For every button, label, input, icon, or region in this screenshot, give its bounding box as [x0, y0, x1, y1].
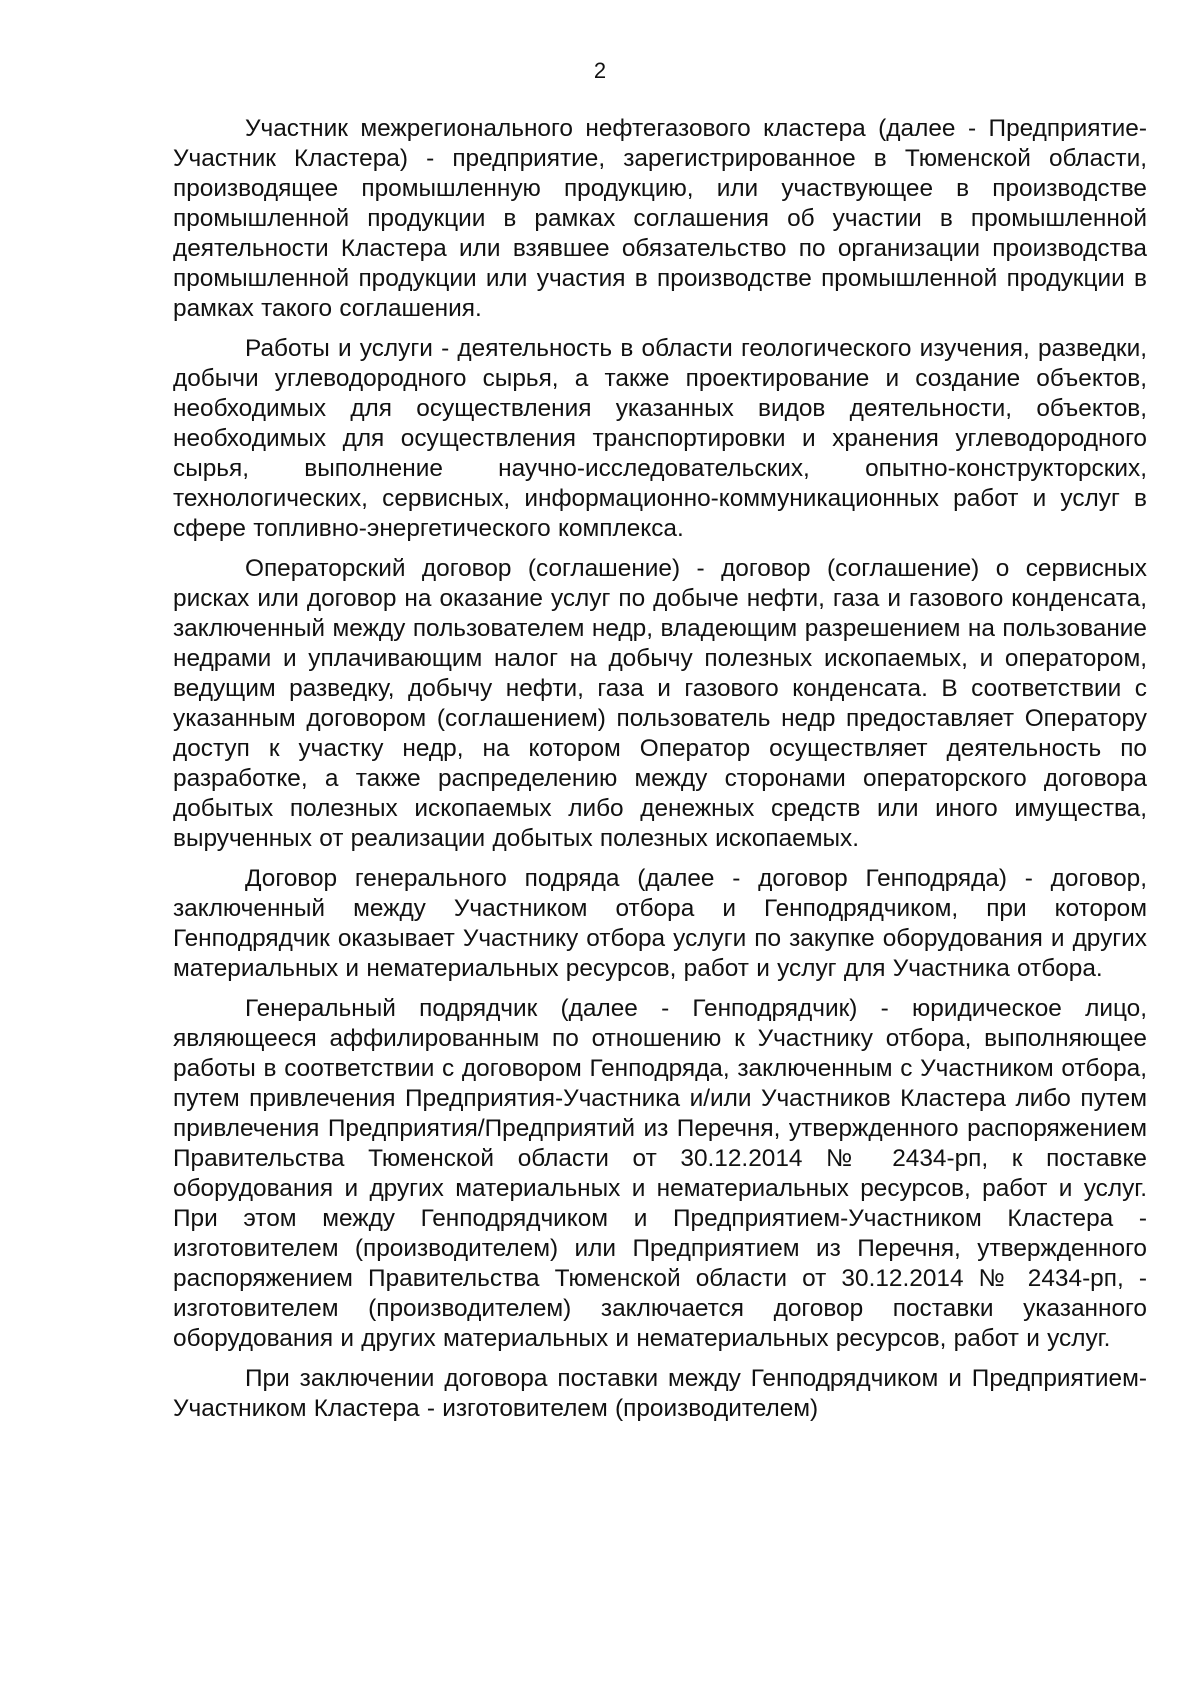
page-number: 2: [593, 58, 607, 83]
paragraph-cluster-participant: Участник межрегионального нефтегазового кластера (далее - Предприятие-Участник Кластера) - предприятие, зарегистрированное в Тюменской области, производящее промышленную продукцию, или участвующее в производстве промышленной продукции в рамках соглашения об участии в промышленной деятельности Кластера или взявшее обязательство по организации производства промышленной продукции или участия в производстве промышленной продукции в рамках такого соглашения.: [173, 115, 1147, 322]
paragraph-general-contract: Договор генерального подряда (далее - договор Генподряда) - договор, заключенный между Участником отбора и Генподрядчиком, при котором Генподрядчик оказывает Участнику отбора услуги по закупке оборудования и других материальных и нематериальных ресурсов, работ и услуг для Участника отбора.: [173, 865, 1147, 982]
paragraph-supply-contract: При заключении договора поставки между Генподрядчиком и Предприятием-Участником Кластера - изготовителем (производителем): [173, 1365, 1147, 1422]
paragraph-works-and-services: Работы и услуги - деятельность в области геологического изучения, разведки, добычи углеводородного сырья, а также проектирование и создание объектов, необходимых для осуществления указанных видов деятельности, объектов, необходимых для осуществления транспортировки и хранения углеводородного сырья, выполнение научно-исследовательских, опытно-конструкторских, технологических, сервисных, информационно-коммуникационных работ и услуг в сфере топливно-энергетического комплекса.: [173, 335, 1147, 542]
paragraph-operator-agreement: Операторский договор (соглашение) - договор (соглашение) о сервисных рисках или договор на оказание услуг по добыче нефти, газа и газового конденсата, заключенный между пользователем недр, владеющим разрешением на пользование недрами и уплачивающим налог на добычу полезных ископаемых, и оператором, ведущим разведку, добычу нефти, газа и газового конденсата. В соответствии с указанным договором (соглашением) пользователь недр предоставляет Оператору доступ к участку недр, на котором Оператор осуществляет деятельность по разработке, а также распределению между сторонами операторского договора добытых полезных ископаемых либо денежных средств или иного имущества, вырученных от реализации добытых полезных ископаемых.: [173, 555, 1147, 852]
paragraph-general-contractor: Генеральный подрядчик (далее - Генподрядчик) - юридическое лицо, являющееся аффилированным по отношению к Участнику отбора, выполняющее работы в соответствии с договором Генподряда, заключенным с Участником отбора, путем привлечения Предприятия-Участника и/или Участников Кластера либо путем привлечения Предприятия/Предприятий из Перечня, утвержденного распоряжением Правительства Тюменской области от 30.12.2014 № 2434-рп, к поставке оборудования и других материальных и нематериальных ресурсов, работ и услуг. При этом между Генподрядчиком и Предприятием-Участником Кластера - изготовителем (производителем) или Предприятием из Перечня, утвержденного распоряжением Правительства Тюменской области от 30.12.2014 № 2434-рп, - изготовителем (производителем) заключается договор поставки указанного оборудования и других материальных и нематериальных ресурсов, работ и услуг.: [173, 995, 1147, 1352]
document-body: [173, 114, 1147, 1424]
